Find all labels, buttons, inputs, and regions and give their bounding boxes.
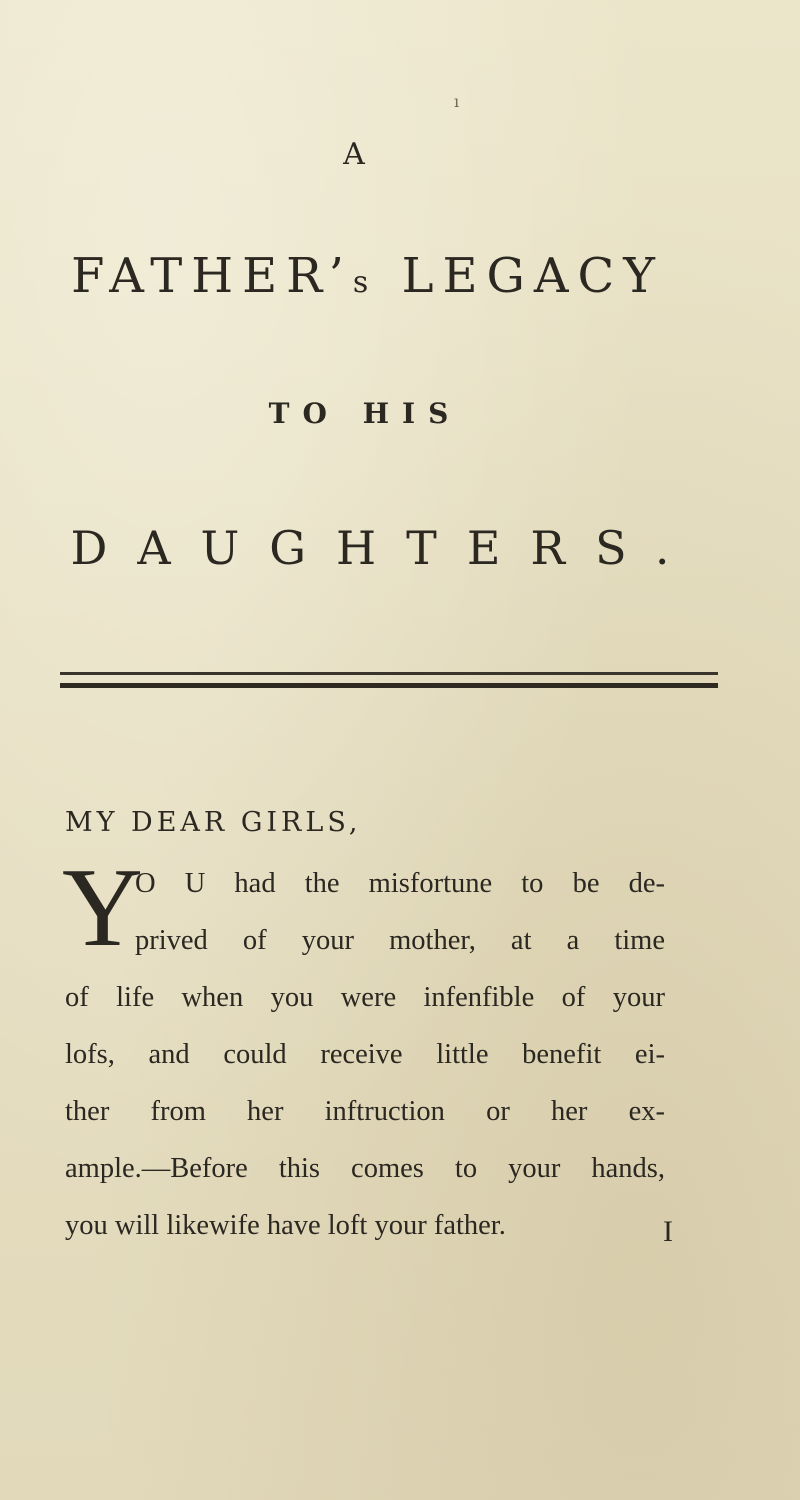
title-rule-thin <box>60 672 718 675</box>
paragraph-line: prived of your mother, at a time <box>135 925 665 956</box>
paragraph-line: ample.—Before this comes to your hands, <box>65 1153 665 1184</box>
paragraph-line: you will likewife have loft your father. <box>65 1210 506 1241</box>
title-to-his: TO HIS <box>268 397 462 430</box>
title-rule-thick <box>60 683 718 688</box>
paragraph-line: O U had the misfortune to be de- <box>135 868 665 899</box>
salutation: MY DEAR GIRLS, <box>65 807 362 838</box>
paragraph-line: of life when you were infenfible of your <box>65 982 665 1013</box>
title-main-word: FATHER’ <box>71 248 353 304</box>
title-daughters: DAUGHTERS. <box>70 521 700 575</box>
page-mark: ı <box>454 92 460 111</box>
drop-cap: Y <box>62 846 143 970</box>
catchword: I <box>663 1215 673 1248</box>
paragraph-line: lofs, and could receive little benefit ei- <box>65 1039 665 1070</box>
title-main-small-s: s <box>352 265 378 300</box>
paragraph-line: ther from her inftruction or her ex- <box>65 1096 665 1127</box>
title-article: A <box>343 137 367 172</box>
body-paragraph <box>65 855 665 1254</box>
title-main-tail: LEGACY <box>377 248 664 304</box>
title-main <box>0 248 735 304</box>
